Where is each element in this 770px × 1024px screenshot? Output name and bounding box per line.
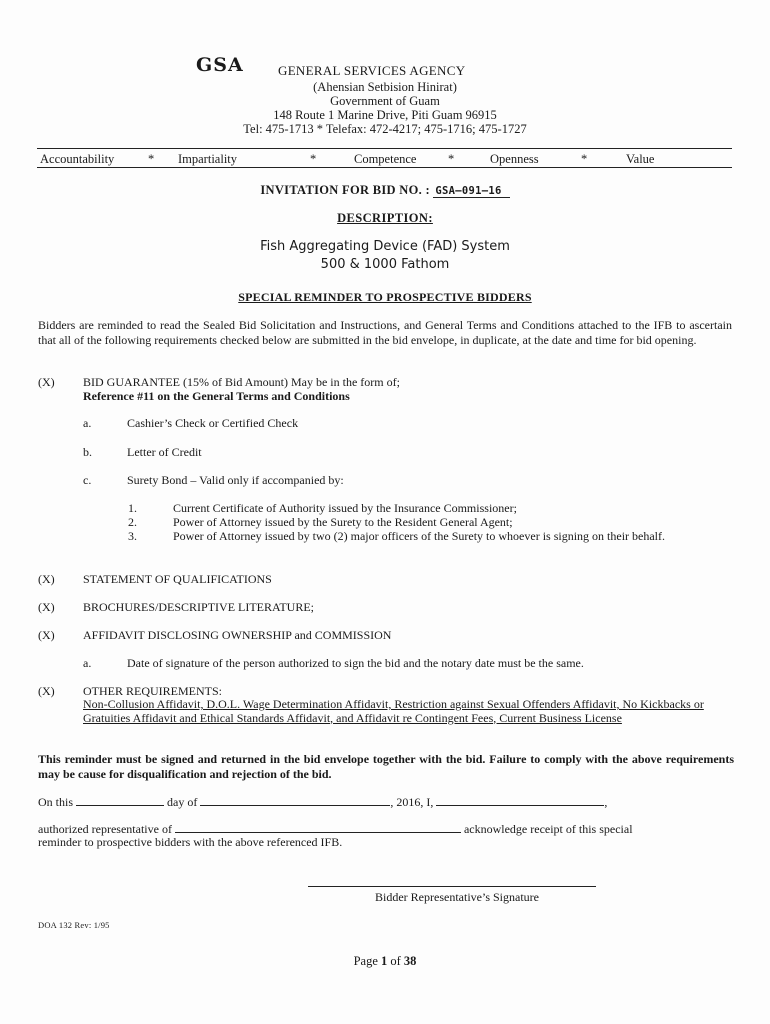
page-number bbox=[0, 954, 770, 968]
name-blank[interactable] bbox=[436, 794, 604, 806]
surety-item-number: 3. bbox=[128, 529, 137, 543]
gsa-logo: GSA bbox=[196, 54, 244, 76]
other-requirements-title: OTHER REQUIREMENTS: bbox=[83, 684, 222, 698]
page-current: 1 bbox=[381, 954, 388, 968]
header-top-rule bbox=[37, 148, 732, 149]
surety-item-text: Current Certificate of Authority issued by the Insurance Commissioner; bbox=[173, 501, 517, 515]
check-mark: (X) bbox=[38, 628, 55, 642]
page-prefix: Page bbox=[353, 954, 378, 968]
acknowledgement-line-1 bbox=[38, 794, 738, 809]
acknowledgement-line-2 bbox=[38, 821, 738, 836]
value-separator: * bbox=[310, 152, 317, 166]
reminder-intro: Bidders are reminded to read the Sealed Bid Solicitation and Instructions, and General Terms and Conditions attached to the IFB to ascertain that all of the following requirements checked below are submitted in the bid envelope, in duplicate, at the date and time for bid opening. bbox=[38, 318, 732, 347]
value-openness: Openness bbox=[490, 152, 539, 166]
agency-name: GENERAL SERVICES AGENCY bbox=[278, 63, 466, 78]
option-letter: a. bbox=[83, 416, 92, 430]
signature-label: Bidder Representative’s Signature bbox=[375, 890, 539, 904]
check-mark: (X) bbox=[38, 684, 55, 698]
page-total: 38 bbox=[403, 954, 417, 968]
page-of: of bbox=[390, 954, 401, 968]
month-blank[interactable] bbox=[200, 794, 390, 806]
option-letter: b. bbox=[83, 445, 92, 459]
affidavit-note: Date of signature of the person authorized to sign the bid and the notary date must be the same. bbox=[127, 656, 584, 670]
surety-item-text: Power of Attorney issued by two (2) major officers of the Surety to whoever is signing on their behalf. bbox=[173, 529, 666, 543]
year-label: , 2016, I, bbox=[390, 795, 434, 809]
company-blank[interactable] bbox=[175, 821, 461, 833]
other-requirements-text: Non-Collusion Affidavit, D.O.L. Wage Determination Affidavit, Restriction against Sexual Offenders Affidavit, No Kickbacks or Gratuities Affidavit and Ethical Standards Affidavit, and Affidavit re Contingent Fees, Current Business License bbox=[83, 697, 704, 725]
value-separator: * bbox=[148, 152, 155, 166]
brochures-item: BROCHURES/DESCRIPTIVE LITERATURE; bbox=[83, 600, 315, 614]
signature-line[interactable] bbox=[308, 886, 596, 887]
ifb-number: GSA–091–16 bbox=[433, 185, 509, 198]
day-of-label: day of bbox=[167, 795, 198, 809]
description-heading: DESCRIPTION: bbox=[337, 211, 433, 225]
description-line-1: Fish Aggregating Device (FAD) System bbox=[260, 239, 510, 254]
surety-item-text: Power of Attorney issued by the Surety to the Resident General Agent; bbox=[173, 515, 513, 529]
qualifications-item: STATEMENT OF QUALIFICATIONS bbox=[83, 572, 272, 586]
reminder-heading: SPECIAL REMINDER TO PROSPECTIVE BIDDERS bbox=[238, 290, 532, 304]
ifb-label: INVITATION FOR BID NO. : bbox=[260, 183, 430, 197]
surety-item-number: 2. bbox=[128, 515, 137, 529]
surety-item-number: 1. bbox=[128, 501, 137, 515]
affidavit-item: AFFIDAVIT DISCLOSING OWNERSHIP and COMMISSION bbox=[83, 628, 392, 642]
check-mark: (X) bbox=[38, 600, 55, 614]
value-separator: * bbox=[448, 152, 455, 166]
description-line-2: 500 & 1000 Fathom bbox=[320, 257, 450, 272]
address-line: 148 Route 1 Marine Drive, Piti Guam 96915 bbox=[273, 108, 497, 122]
acknowledgement-line-3: reminder to prospective bidders with the above referenced IFB. bbox=[38, 835, 343, 849]
option-text: Letter of Credit bbox=[127, 445, 202, 459]
comma: , bbox=[604, 795, 608, 809]
phone-line: Tel: 475-1713 * Telefax: 472-4217; 475-1716; 475-1727 bbox=[243, 122, 527, 136]
value-value: Value bbox=[626, 152, 655, 166]
option-text: Surety Bond – Valid only if accompanied by: bbox=[127, 473, 344, 487]
on-this-label: On this bbox=[38, 795, 74, 809]
option-letter: c. bbox=[83, 473, 92, 487]
government-line: Government of Guam bbox=[330, 94, 440, 108]
check-mark: (X) bbox=[38, 572, 55, 586]
value-impartiality: Impartiality bbox=[178, 152, 238, 166]
day-blank[interactable] bbox=[76, 794, 164, 806]
value-accountability: Accountability bbox=[40, 152, 115, 166]
value-competence: Competence bbox=[354, 152, 417, 166]
bid-guarantee-title: BID GUARANTEE (15% of Bid Amount) May be in the form of; bbox=[83, 375, 400, 389]
ifb-number-line bbox=[0, 183, 770, 198]
acknowledge-label: acknowledge receipt of this special bbox=[463, 822, 633, 836]
form-code: DOA 132 Rev: 1/95 bbox=[38, 920, 110, 930]
header-bottom-rule bbox=[37, 167, 732, 168]
affidavit-note-letter: a. bbox=[83, 656, 92, 670]
authorized-label: authorized representative of bbox=[38, 822, 172, 836]
bid-guarantee-reference: Reference #11 on the General Terms and Conditions bbox=[83, 389, 350, 403]
option-text: Cashier’s Check or Certified Check bbox=[127, 416, 299, 430]
check-mark: (X) bbox=[38, 375, 55, 389]
values-bar bbox=[40, 152, 730, 166]
value-separator: * bbox=[581, 152, 588, 166]
warning-text: This reminder must be signed and returned in the bid envelope together with the bid. Failure to comply with the above requirements may be cause for disqualification and rejection of the bid. bbox=[38, 752, 734, 781]
agency-subtitle: (Ahensian Setbision Hinirat) bbox=[313, 80, 457, 94]
